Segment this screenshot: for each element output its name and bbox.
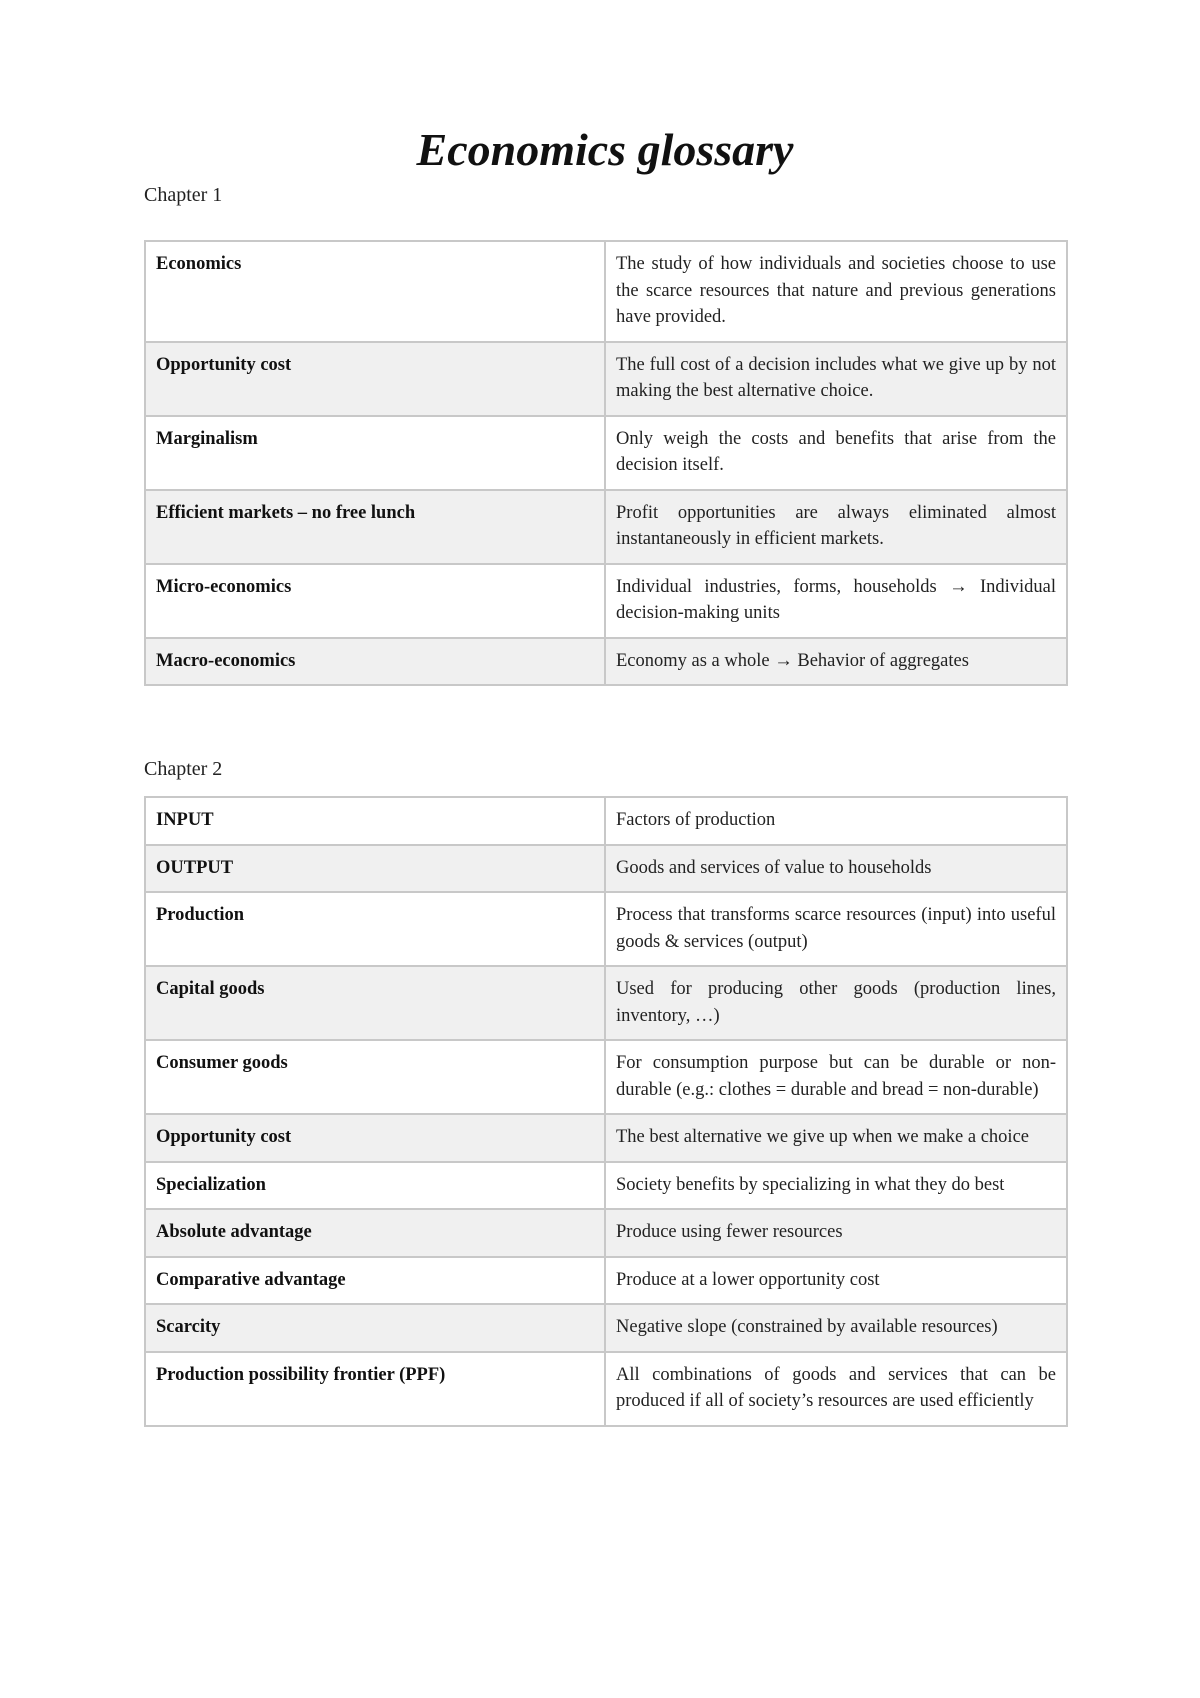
table-row — [145, 845, 1067, 893]
table-row — [145, 564, 1067, 638]
table-row — [145, 416, 1067, 490]
definition-cell: Produce using fewer resources — [605, 1209, 1067, 1257]
table-row — [145, 892, 1067, 966]
definition-cell: Economy as a whole → Behavior of aggregates — [605, 638, 1067, 686]
table-row — [145, 1114, 1067, 1162]
term-cell: Absolute advantage — [145, 1209, 605, 1257]
definition-cell: Profit opportunities are always eliminated almost instantaneously in efficient markets. — [605, 490, 1067, 564]
definition-cell: Factors of production — [605, 797, 1067, 845]
glossary-table-chapter-1 — [144, 240, 1068, 686]
chapter-heading: Chapter 2 — [144, 758, 223, 780]
term-cell: Consumer goods — [145, 1040, 605, 1114]
table-row — [145, 241, 1067, 342]
term-cell: Marginalism — [145, 416, 605, 490]
table-row — [145, 797, 1067, 845]
definition-cell: For consumption purpose but can be durable or non-durable (e.g.: clothes = durable and bread = non-durable) — [605, 1040, 1067, 1114]
table-row — [145, 490, 1067, 564]
term-cell: Opportunity cost — [145, 342, 605, 416]
table-row — [145, 966, 1067, 1040]
term-cell: Comparative advantage — [145, 1257, 605, 1305]
table-row — [145, 1352, 1067, 1426]
definition-cell: Only weigh the costs and benefits that arise from the decision itself. — [605, 416, 1067, 490]
term-cell: Production possibility frontier (PPF) — [145, 1352, 605, 1426]
definition-cell: Produce at a lower opportunity cost — [605, 1257, 1067, 1305]
term-cell: Micro-economics — [145, 564, 605, 638]
definition-cell: All combinations of goods and services that can be produced if all of society’s resources are used efficiently — [605, 1352, 1067, 1426]
term-cell: Capital goods — [145, 966, 605, 1040]
term-cell: OUTPUT — [145, 845, 605, 893]
definition-cell: Used for producing other goods (production lines, inventory, …) — [605, 966, 1067, 1040]
definition-cell: Goods and services of value to households — [605, 845, 1067, 893]
table-row — [145, 1304, 1067, 1352]
term-cell: Macro-economics — [145, 638, 605, 686]
definition-cell: Individual industries, forms, households → Individual decision-making units — [605, 564, 1067, 638]
table-row — [145, 1162, 1067, 1210]
definition-cell: The study of how individuals and societies choose to use the scarce resources that nature and previous generations have provided. — [605, 241, 1067, 342]
definition-cell: Negative slope (constrained by available resources) — [605, 1304, 1067, 1352]
term-cell: Scarcity — [145, 1304, 605, 1352]
table-row — [145, 1209, 1067, 1257]
term-cell: Production — [145, 892, 605, 966]
term-cell: INPUT — [145, 797, 605, 845]
term-cell: Efficient markets – no free lunch — [145, 490, 605, 564]
chapter-heading: Chapter 1 — [144, 184, 223, 206]
definition-cell: Society benefits by specializing in what they do best — [605, 1162, 1067, 1210]
definition-cell: The full cost of a decision includes what we give up by not making the best alternative choice. — [605, 342, 1067, 416]
table-row — [145, 1040, 1067, 1114]
term-cell: Opportunity cost — [145, 1114, 605, 1162]
term-cell: Specialization — [145, 1162, 605, 1210]
table-row — [145, 342, 1067, 416]
glossary-table-chapter-2 — [144, 796, 1068, 1427]
page-title: Economics glossary — [416, 124, 794, 175]
table-row — [145, 638, 1067, 686]
table-row — [145, 1257, 1067, 1305]
definition-cell: The best alternative we give up when we make a choice — [605, 1114, 1067, 1162]
definition-cell: Process that transforms scarce resources (input) into useful goods & services (output) — [605, 892, 1067, 966]
term-cell: Economics — [145, 241, 605, 342]
